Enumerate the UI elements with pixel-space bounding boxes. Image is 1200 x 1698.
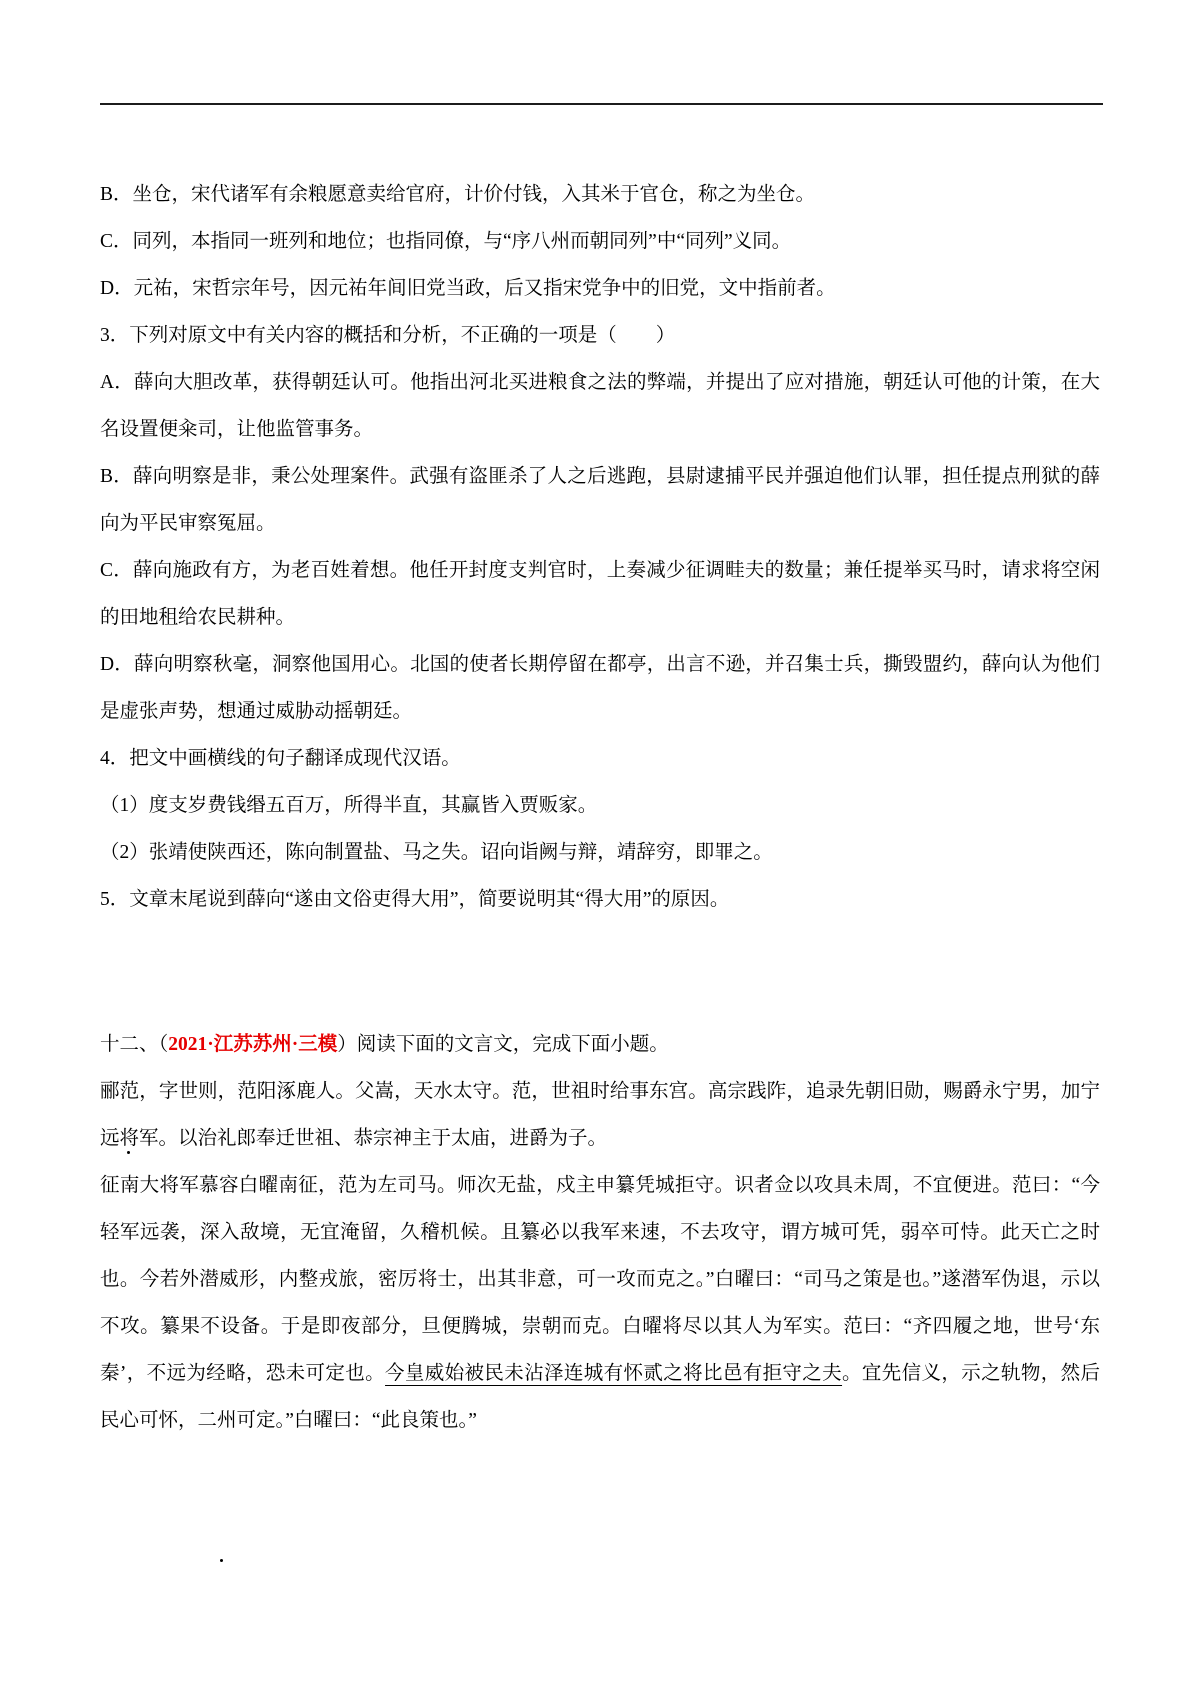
page-header-rule (100, 103, 1103, 105)
passage-paragraph (100, 1068, 1100, 1162)
passage-text: 征南大将军慕容白曜南征，范为左司马。师次无盐，戍主申纂凭城拒守。识者佥以攻具未周，不宜便进。范曰：“今轻军远袭，深入敌境，无宜淹留，久稽机候。且纂必以我军来速，不去攻守，谓方城可凭，弱卒可恃。此天亡之时也。今若外潜威形，内整戎旅，密厉将士，出其非意，可一攻而克之。”白曜曰：“司马之策是也。”遂潜军伪退，示以不攻。纂果不设备。于是即夜部分，旦便腾城，崇朝而克。白曜将尽以其人为军实。范曰：“齐四履之地，世号‘东秦’，不远为经略，恐未可定也。 (100, 1175, 1100, 1384)
question-line: A．薛向大胆改革，获得朝廷认可。他指出河北买进粮食之法的弊端，并提出了应对措施，朝廷认可他的计策，在大名设置便籴司，让他监管事务。 (100, 372, 1100, 440)
question-line: D．元祐，宋哲宗年号，因元祐年间旧党当政，后又指宋党争中的旧党，文中指前者。 (100, 278, 836, 299)
passage-text: 郦范，字世则，范阳涿鹿人。父嵩，天水太守。范，世祖时给事东宫。高宗践阼，追录先朝旧勋，赐爵永宁男，加宁远将军。以治礼郎奉迁世祖、恭宗神主于太庙，进爵为子。 (100, 1081, 1100, 1149)
question-line: 5．文章末尾说到薛向“遂由文俗吏得大用”，简要说明其“得大用”的原因。 (100, 889, 730, 910)
passage-heading (100, 1021, 1100, 1068)
document-content (100, 171, 1100, 1444)
passage-text: 十二、（ (100, 1034, 169, 1055)
exam-source-label: 2021·江苏苏州·三模 (168, 1034, 338, 1055)
emphasis-dot (220, 1559, 223, 1562)
section-gap (100, 923, 1100, 1021)
question-line: 3．下列对原文中有关内容的概括和分析，不正确的一项是（ ） (100, 325, 676, 346)
passage-text: 。宜先信义，示之轨物，然后民心可怀，二州可定。”白曜曰：“此良策也。” (100, 1363, 1100, 1431)
passage-body (100, 1068, 1100, 1444)
underlined-passage: 今皇威始被民未沾泽连城有怀贰之将比邑有拒守之夫 (385, 1363, 843, 1384)
passage-text: ）阅读下面的文言文，完成下面小题。 (337, 1034, 669, 1055)
passage-paragraph (100, 1162, 1100, 1444)
question-line: D．薛向明察秋毫，洞察他国用心。北国的使者长期停留在都亭，出言不逊，并召集士兵，撕毁盟约，薛向认为他们是虚张声势，想通过威胁动摇朝廷。 (100, 654, 1100, 722)
question-line: （1）度支岁费钱缗五百万，所得半直，其赢皆入贾贩家。 (100, 795, 598, 816)
question-line: 4．把文中画横线的句子翻译成现代汉语。 (100, 748, 461, 769)
question-line: B．坐仓，宋代诸军有余粮愿意卖给官府，计价付钱，入其米于官仓，称之为坐仓。 (100, 184, 816, 205)
question-line: C．同列，本指同一班列和地位；也指同僚，与“序八州而朝同列”中“同列”义同。 (100, 231, 792, 252)
question-line: C．薛向施政有方，为老百姓着想。他任开封度支判官时，上奏减少征调畦夫的数量；兼任提举买马时，请求将空闲的田地租给农民耕种。 (100, 560, 1100, 628)
emphasis-dot (127, 1151, 130, 1154)
question-line: （2）张靖使陕西还，陈向制置盐、马之失。诏向诣阙与辩，靖辞穷，即罪之。 (100, 842, 773, 863)
question-line: B．薛向明察是非，秉公处理案件。武强有盗匪杀了人之后逃跑，县尉逮捕平民并强迫他们认罪，担任提点刑狱的薛向为平民审察冤屈。 (100, 466, 1100, 534)
question-section (100, 171, 1100, 923)
